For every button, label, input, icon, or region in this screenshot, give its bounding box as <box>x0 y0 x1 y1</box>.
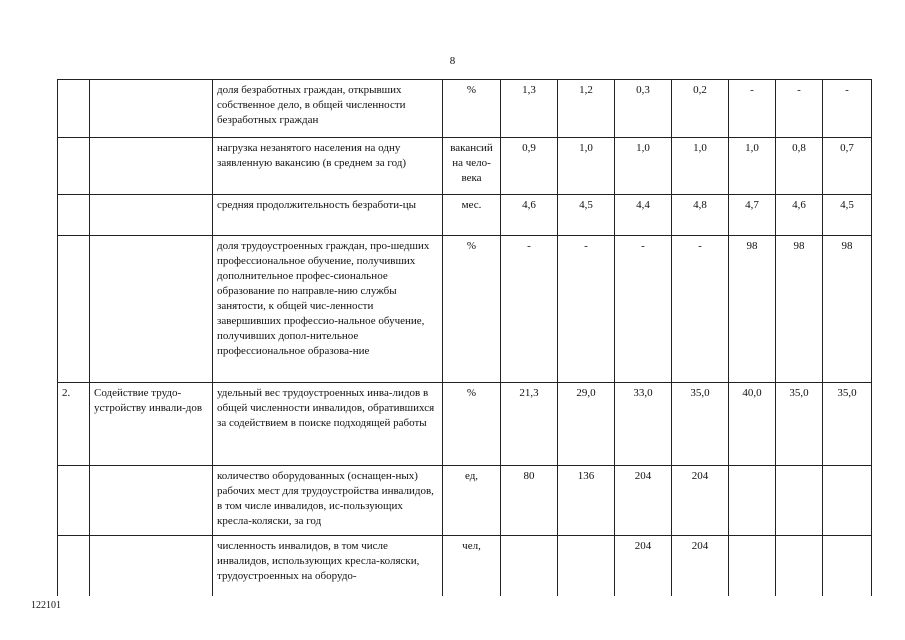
value-cell: 98 <box>729 236 776 383</box>
row-number-cell <box>58 138 90 195</box>
value-cell: 4,4 <box>615 195 672 236</box>
indicator-cell: численность инвалидов, в том числе инвалидов, использующих кресла-коляски, трудоустроенных на оборудо- <box>213 536 443 596</box>
value-cell: 136 <box>558 466 615 536</box>
unit-cell: вакансий на чело-века <box>443 138 501 195</box>
value-cell: - <box>615 236 672 383</box>
table-row <box>58 195 872 236</box>
measure-cell: Содействие трудо-устройству инвали-дов <box>90 383 213 466</box>
row-number-cell: 2. <box>58 383 90 466</box>
table-row <box>58 536 872 596</box>
value-cell: 1,2 <box>558 80 615 138</box>
measure-cell <box>90 236 213 383</box>
value-cell: - <box>776 80 823 138</box>
indicator-cell: удельный вес трудоустроенных инва-лидов в общей численности инвалидов, обратившихся за содействием в поиске подходящей работы <box>213 383 443 466</box>
value-cell: 35,0 <box>672 383 729 466</box>
measure-cell <box>90 138 213 195</box>
indicators-table <box>57 79 872 596</box>
indicator-cell: нагрузка незанятого населения на одну заявленную вакансию (в среднем за год) <box>213 138 443 195</box>
value-cell: - <box>558 236 615 383</box>
value-cell <box>776 466 823 536</box>
value-cell: 204 <box>672 536 729 596</box>
value-cell: 1,3 <box>501 80 558 138</box>
page-number: 8 <box>449 55 456 67</box>
value-cell: 4,6 <box>776 195 823 236</box>
unit-cell: мес. <box>443 195 501 236</box>
value-cell <box>729 466 776 536</box>
value-cell <box>729 536 776 596</box>
value-cell: 4,6 <box>501 195 558 236</box>
value-cell: 98 <box>776 236 823 383</box>
value-cell: 4,5 <box>558 195 615 236</box>
unit-cell: % <box>443 80 501 138</box>
indicator-cell: количество оборудованных (оснащен-ных) рабочих мест для трудоустройства инвалидов, в том числе инвалидов, ис-пользующих кресла-коляски, за год <box>213 466 443 536</box>
value-cell: 0,7 <box>823 138 872 195</box>
table-row <box>58 236 872 383</box>
table-row <box>58 80 872 138</box>
row-number-cell <box>58 466 90 536</box>
value-cell <box>823 536 872 596</box>
unit-cell: % <box>443 383 501 466</box>
value-cell <box>823 466 872 536</box>
row-number-cell <box>58 195 90 236</box>
value-cell: 0,2 <box>672 80 729 138</box>
value-cell: - <box>729 80 776 138</box>
value-cell: 204 <box>615 536 672 596</box>
value-cell: 35,0 <box>823 383 872 466</box>
value-cell: 4,8 <box>672 195 729 236</box>
indicator-cell: средняя продолжительность безработи-цы <box>213 195 443 236</box>
value-cell: 4,5 <box>823 195 872 236</box>
value-cell: 1,0 <box>729 138 776 195</box>
value-cell: 1,0 <box>558 138 615 195</box>
indicator-cell: доля безработных граждан, открывших собственное дело, в общей численности безработных граждан <box>213 80 443 138</box>
measure-cell <box>90 195 213 236</box>
measure-cell <box>90 466 213 536</box>
measure-cell <box>90 536 213 596</box>
value-cell: 35,0 <box>776 383 823 466</box>
value-cell: 98 <box>823 236 872 383</box>
value-cell: 33,0 <box>615 383 672 466</box>
value-cell: 0,3 <box>615 80 672 138</box>
value-cell: 204 <box>672 466 729 536</box>
value-cell: 80 <box>501 466 558 536</box>
unit-cell: % <box>443 236 501 383</box>
value-cell: 4,7 <box>729 195 776 236</box>
value-cell <box>501 536 558 596</box>
unit-cell: чел, <box>443 536 501 596</box>
table-row <box>58 383 872 466</box>
value-cell <box>558 536 615 596</box>
measure-cell <box>90 80 213 138</box>
row-number-cell <box>58 536 90 596</box>
value-cell: - <box>823 80 872 138</box>
row-number-cell <box>58 236 90 383</box>
indicator-cell: доля трудоустроенных граждан, про-шедших профессиональное обучение, получивших дополнительное профес-сиональное образование по направле-нию службы занятости, к общей чис-ленности завершивших профессио-нальное обучение, получивших допол-нительное профессиональное образова-ние <box>213 236 443 383</box>
value-cell: 0,8 <box>776 138 823 195</box>
value-cell: 29,0 <box>558 383 615 466</box>
unit-cell: ед, <box>443 466 501 536</box>
document-code: 122101 <box>31 600 61 611</box>
table-row <box>58 466 872 536</box>
value-cell: 204 <box>615 466 672 536</box>
table-row <box>58 138 872 195</box>
value-cell <box>776 536 823 596</box>
value-cell: 0,9 <box>501 138 558 195</box>
value-cell: 40,0 <box>729 383 776 466</box>
value-cell: 1,0 <box>615 138 672 195</box>
value-cell: 1,0 <box>672 138 729 195</box>
value-cell: - <box>672 236 729 383</box>
row-number-cell <box>58 80 90 138</box>
value-cell: 21,3 <box>501 383 558 466</box>
value-cell: - <box>501 236 558 383</box>
